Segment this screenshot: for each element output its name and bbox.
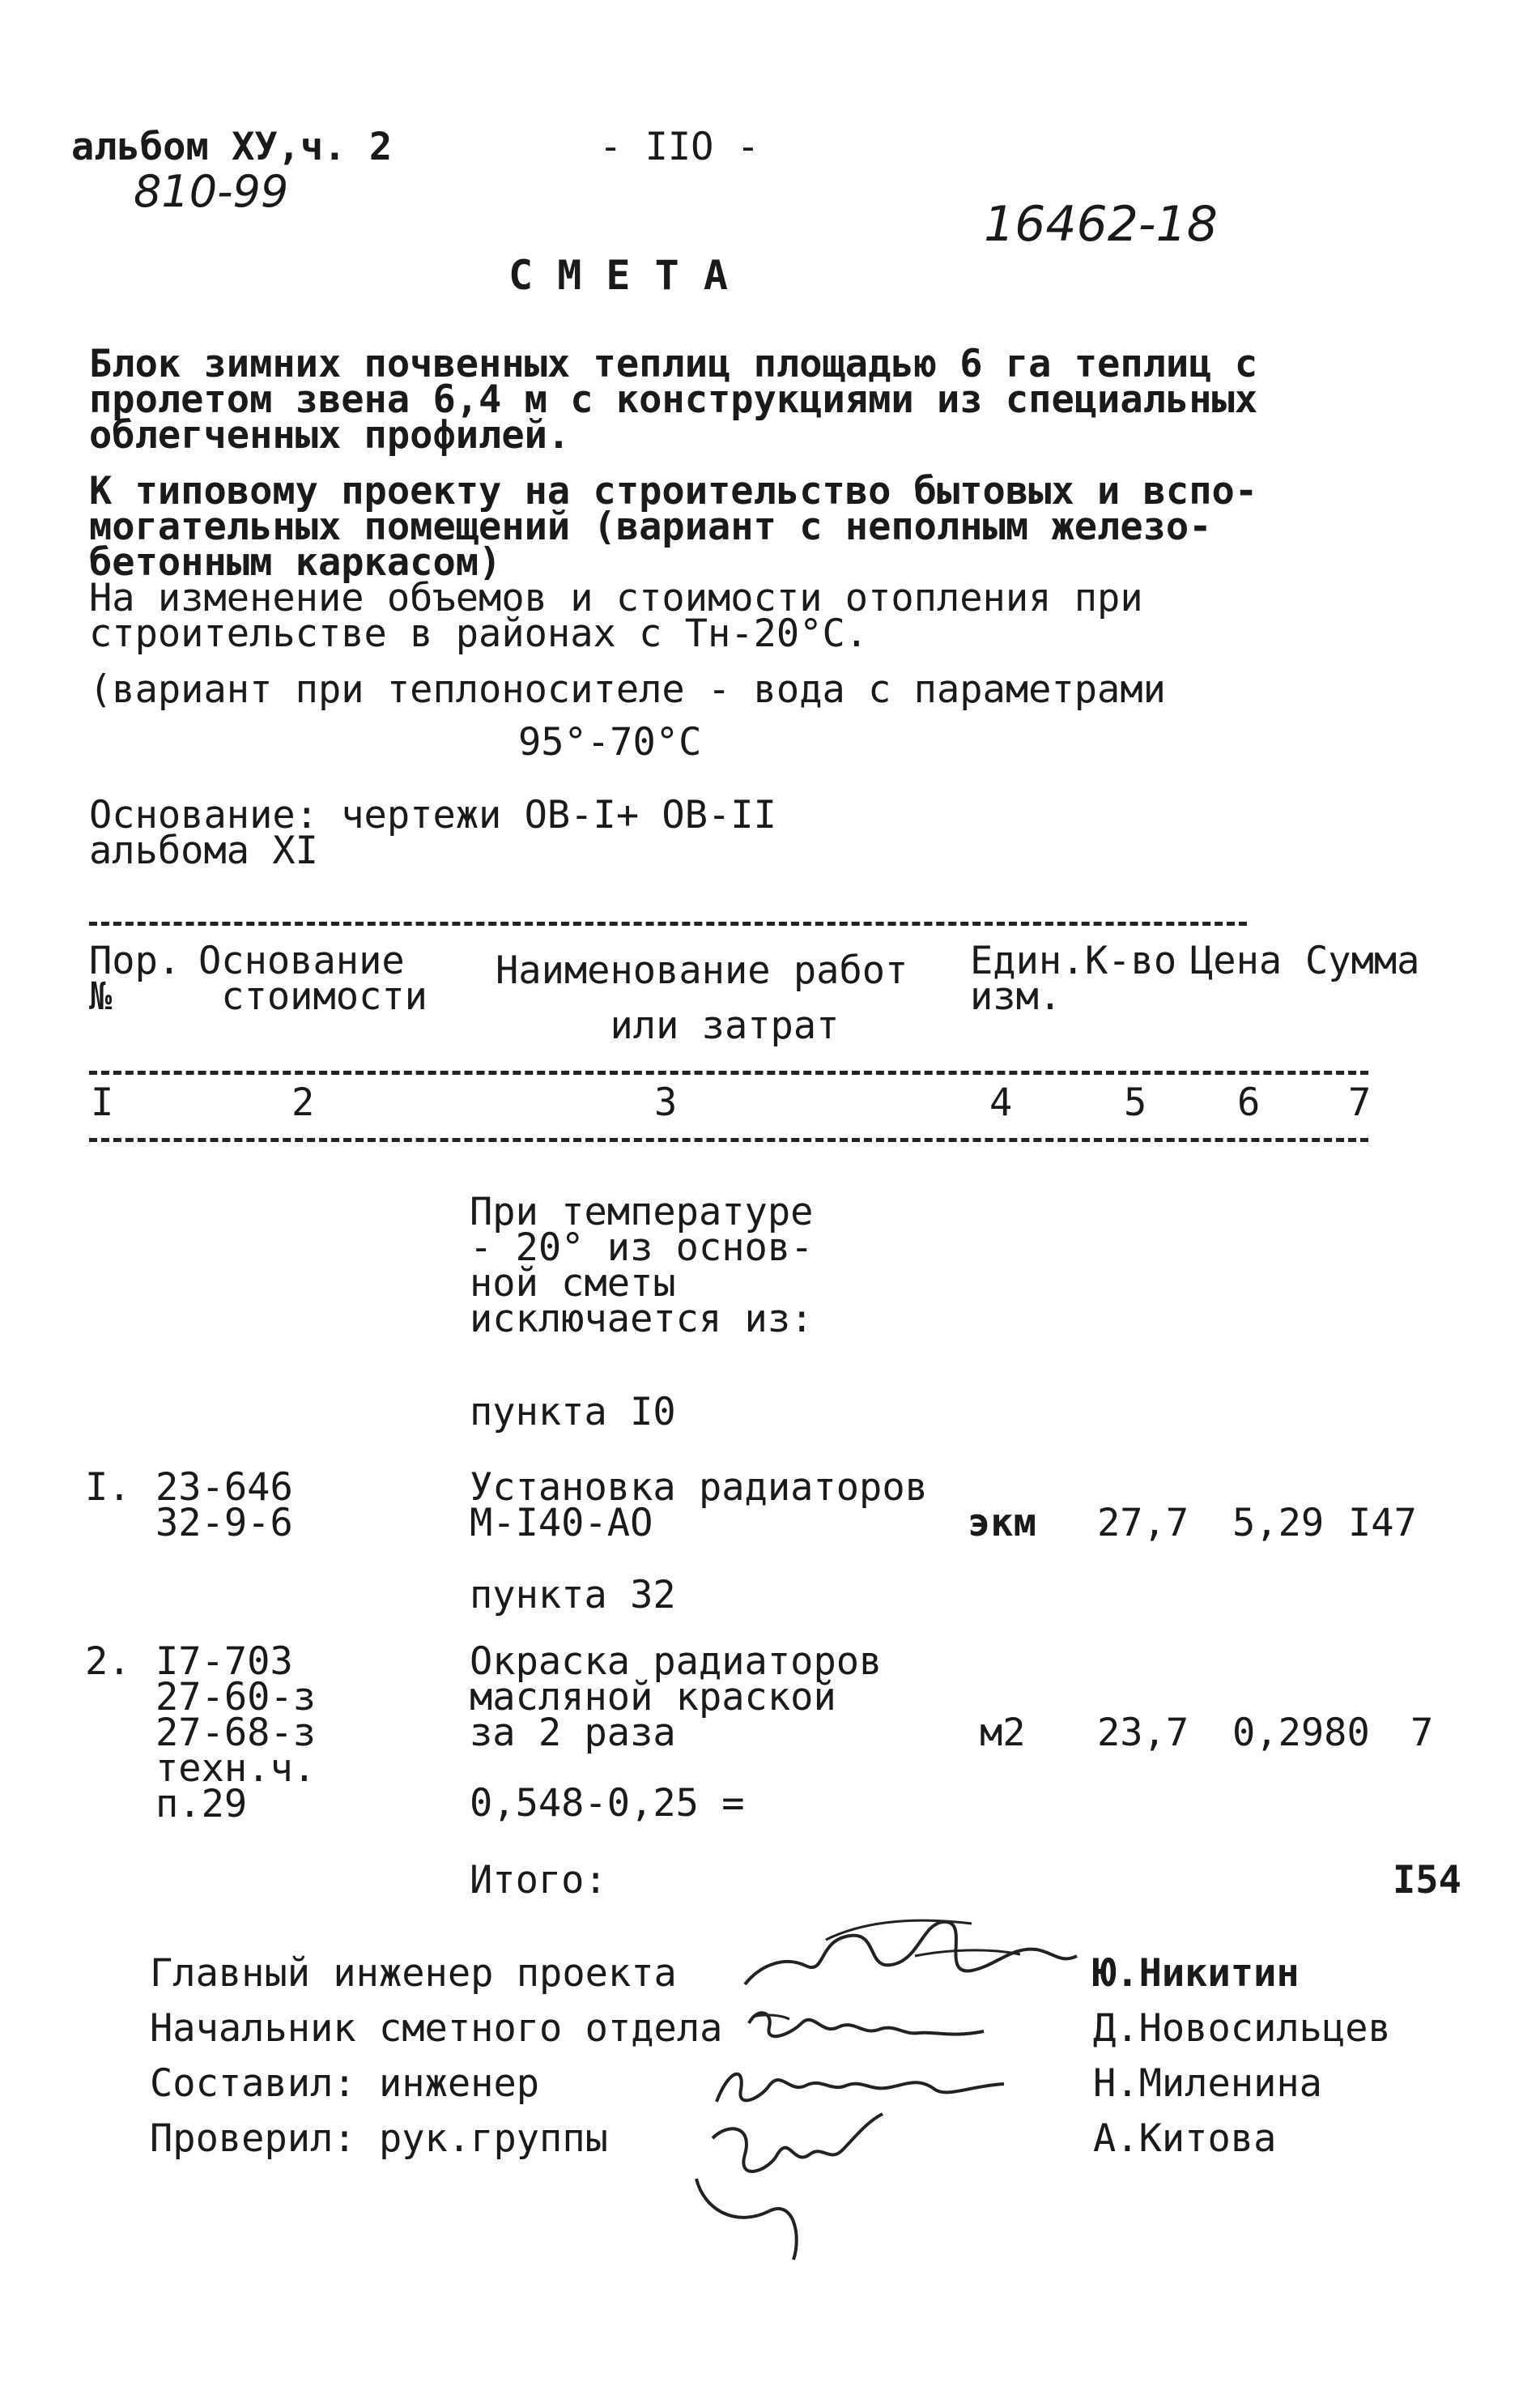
handwritten-signature <box>729 1907 1085 2005</box>
col-number: 4 <box>989 1080 1013 1125</box>
section-heading: пункта I0 <box>470 1390 676 1434</box>
col-number: I <box>91 1080 114 1125</box>
project-line: На изменение объемов и стоимости отопления при <box>89 576 1143 620</box>
item-qty: 23,7 <box>1097 1711 1189 1755</box>
exclusion-note: При температуре - 20° из основ- ной сметы исключается из: <box>470 1190 814 1341</box>
project-line: строительстве в районах с Тн-20°С. <box>89 611 869 656</box>
document-title: С М Е Т А <box>508 252 728 299</box>
col-header-qty: К-во <box>1085 939 1177 983</box>
item-unit: экм <box>968 1501 1036 1545</box>
section-heading: пункта 32 <box>470 1573 676 1617</box>
project-line: могательных помещений (вариант с неполным железо- <box>89 505 1212 549</box>
intro-line: Блок зимних почвенных теплиц площадью 6 га теплиц с <box>89 342 1258 386</box>
item-qty: 27,7 <box>1097 1501 1189 1545</box>
item-name: Установка радиаторов М-I40-АО <box>470 1465 928 1545</box>
intro-line: облегченных профилей. <box>89 413 571 458</box>
signature-name: Ю.Никитин <box>1093 1951 1300 1996</box>
project-line: бетонным каркасом) <box>89 540 502 585</box>
col-header-name: Наименование работ или затрат <box>496 948 908 1048</box>
signature-role: Проверил: рук.группы <box>150 2116 608 2161</box>
total-label: Итого: <box>470 1858 607 1903</box>
col-header-price: Цена <box>1190 939 1283 983</box>
item-basis: I7-703 27-60-з 27-68-з техн.ч. п.29 <box>155 1639 317 1826</box>
item-sum: 7 <box>1410 1711 1434 1755</box>
col-number: 6 <box>1237 1080 1261 1125</box>
item-sum: I47 <box>1348 1501 1417 1545</box>
item-name: Окраска радиаторов масляной краской за 2 раза <box>470 1639 883 1755</box>
col-header-unit: Един. изм. <box>970 939 1085 1019</box>
item-basis: 23-646 32-9-6 <box>155 1465 293 1545</box>
handwritten-code-right: 16462-18 <box>984 196 1218 253</box>
signature-role: Главный инженер проекта <box>150 1951 677 1996</box>
project-line: К типовому проекту на строительство бытовых и вспо- <box>89 469 1258 513</box>
item-price: 0,2980 <box>1232 1711 1370 1755</box>
signature-role: Составил: инженер <box>150 2061 540 2106</box>
col-header-sum: Сумма <box>1305 939 1420 983</box>
signature-name: Н.Миленина <box>1093 2061 1322 2106</box>
signature-name: Д.Новосильцев <box>1093 2006 1391 2051</box>
col-number: 5 <box>1124 1080 1147 1125</box>
item-formula: 0,548-0,25 = <box>470 1781 745 1826</box>
variant-params: 95°-70°С <box>518 720 702 765</box>
item-price: 5,29 <box>1232 1501 1325 1545</box>
col-number: 2 <box>291 1080 315 1125</box>
total-value: I54 <box>1393 1858 1461 1903</box>
item-unit: м2 <box>980 1711 1026 1755</box>
signature-role: Начальник сметного отдела <box>150 2006 723 2051</box>
handwritten-code-left: 810-99 <box>134 166 289 217</box>
handwritten-signature <box>741 1999 1000 2056</box>
item-number: I. <box>85 1465 131 1510</box>
album-label: альбом ХУ,ч. 2 <box>71 125 393 169</box>
intro-line: пролетом звена 6,4 м с конструкциями из специальных <box>89 377 1258 422</box>
col-header-num: Пор. № <box>89 939 181 1019</box>
page-number: - IIO - <box>599 125 760 169</box>
col-number: 3 <box>654 1080 678 1125</box>
col-header-basis: Основание стоимости <box>198 939 428 1019</box>
divider <box>89 922 1247 926</box>
divider <box>89 1071 1368 1075</box>
basis-line: Основание: чертежи ОВ-I+ ОВ-II <box>89 793 776 837</box>
col-number: 7 <box>1348 1080 1372 1125</box>
item-number: 2. <box>85 1639 131 1684</box>
handwritten-signature <box>680 2106 907 2268</box>
basis-line: альбома XI <box>89 829 318 873</box>
divider <box>89 1138 1368 1142</box>
signature-name: А.Китова <box>1093 2116 1277 2161</box>
variant-line: (вариант при теплоносителе - вода с параметрами <box>89 667 1166 712</box>
